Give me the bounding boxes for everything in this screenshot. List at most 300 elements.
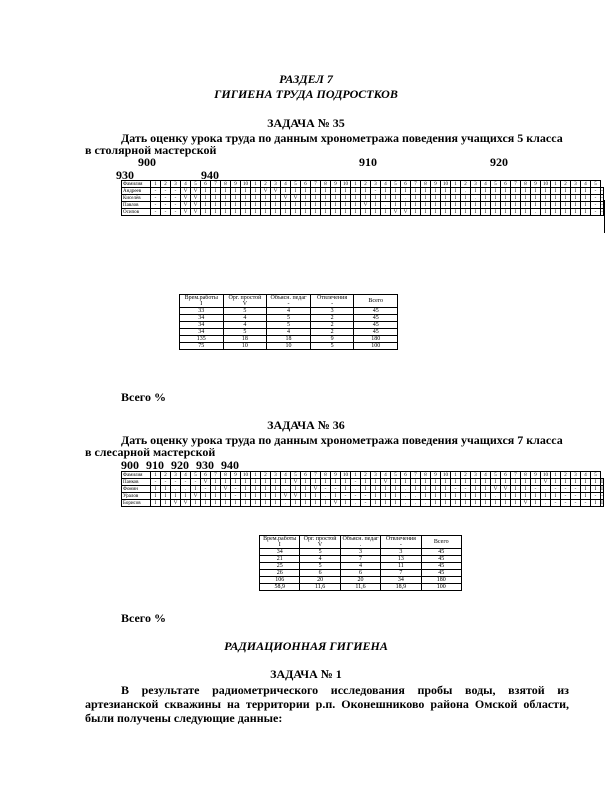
activity-cell: I: [331, 202, 341, 209]
activity-cell: I: [301, 202, 311, 209]
activity-cell: V: [541, 479, 551, 486]
summary-cell: 7: [340, 556, 380, 563]
activity-cell: -: [161, 209, 171, 216]
minute-header-cell: 2: [261, 472, 271, 479]
summary-cell: 18: [223, 336, 267, 343]
summary-row: [180, 336, 398, 343]
student-name: Осипов: [122, 209, 151, 216]
activity-cell: I: [371, 202, 381, 209]
summary-header-cell: Отвлечения -: [310, 295, 354, 308]
summary-cell: 58,9: [260, 584, 300, 591]
activity-cell: I: [241, 479, 251, 486]
student-name: Панков: [122, 479, 151, 486]
activity-cell: -: [561, 493, 571, 500]
activity-cell: -: [591, 202, 601, 209]
activity-cell: I: [461, 195, 471, 202]
task-35-time-930: 930: [116, 168, 134, 182]
activity-cell: I: [581, 493, 591, 500]
activity-cell: V: [191, 195, 201, 202]
activity-cell: V: [291, 493, 301, 500]
activity-cell: -: [191, 479, 201, 486]
activity-cell: I: [211, 500, 221, 507]
minute-header-cell: 1: [551, 181, 561, 188]
activity-cell: .: [401, 500, 411, 507]
summary-cell: 2: [310, 329, 354, 336]
summary-cell: 34: [180, 322, 224, 329]
activity-cell: -: [571, 486, 581, 493]
minute-header-cell: 5: [191, 181, 201, 188]
activity-cell: .: [421, 500, 431, 507]
activity-cell: I: [521, 188, 531, 195]
activity-cell: I: [261, 209, 271, 216]
activity-cell: I: [441, 202, 451, 209]
summary-cell: 45: [354, 315, 398, 322]
summary-cell: 100: [354, 343, 398, 350]
activity-cell: V: [501, 486, 511, 493]
activity-cell: I: [381, 209, 391, 216]
minute-header-cell: 9: [431, 472, 441, 479]
minute-header-cell: 8: [521, 181, 531, 188]
activity-cell: I: [261, 202, 271, 209]
activity-cell: -: [561, 486, 571, 493]
activity-cell: I: [231, 209, 241, 216]
activity-cell: I: [221, 500, 231, 507]
activity-cell: I: [511, 209, 521, 216]
activity-cell: I: [441, 209, 451, 216]
activity-cell: I: [261, 486, 271, 493]
activity-cell: I: [581, 479, 591, 486]
activity-cell: I: [581, 188, 591, 195]
activity-cell: I: [431, 209, 441, 216]
activity-cell: I: [371, 493, 381, 500]
summary-cell: 5: [223, 329, 267, 336]
minute-header-cell: 8: [321, 181, 331, 188]
activity-cell: I: [561, 209, 571, 216]
activity-cell: I: [601, 486, 603, 492]
summary-cell: 6: [300, 570, 340, 577]
activity-cell: I: [251, 500, 261, 507]
activity-cell: I: [201, 195, 211, 202]
activity-cell: I: [331, 195, 341, 202]
activity-cell: I: [491, 500, 501, 507]
summary-cell: 45: [421, 549, 461, 556]
minute-header-cell: 9: [531, 181, 541, 188]
task-36-title: ЗАДАЧА № 36: [267, 418, 345, 432]
activity-cell: I: [531, 500, 541, 507]
activity-cell: I: [531, 493, 541, 500]
minute-header-cell: 9: [331, 472, 341, 479]
summary-cell: 75: [180, 343, 224, 350]
activity-cell: I: [391, 479, 401, 486]
activity-cell: V: [191, 209, 201, 216]
activity-cell: I: [501, 479, 511, 486]
activity-cell: -: [151, 188, 161, 195]
activity-cell: I: [441, 195, 451, 202]
activity-cell: I: [191, 486, 201, 493]
task-35-summary-table: [179, 294, 398, 350]
activity-cell: I: [251, 479, 261, 486]
activity-cell: I: [211, 188, 221, 195]
minute-header-cell: 8: [521, 472, 531, 479]
activity-cell: I: [341, 486, 351, 493]
activity-cell: .: [411, 493, 421, 500]
activity-cell: -: [151, 202, 161, 209]
activity-cell: I: [351, 209, 361, 216]
activity-cell: I: [371, 209, 381, 216]
summary-cell: 9: [310, 336, 354, 343]
activity-cell: I: [411, 202, 421, 209]
activity-cell: .: [351, 486, 361, 493]
minute-header-cell: 6: [301, 181, 311, 188]
summary-header-cell: Объясн. педаг .: [340, 536, 380, 549]
activity-cell: I: [541, 195, 551, 202]
activity-cell: I: [421, 486, 431, 493]
activity-cell: .: [401, 486, 411, 493]
minute-header-cell: 3: [371, 472, 381, 479]
activity-cell: I: [491, 188, 501, 195]
activity-cell: I: [271, 479, 281, 486]
activity-cell: I: [441, 188, 451, 195]
summary-row: [260, 584, 462, 591]
chronometry-row: [122, 195, 604, 202]
activity-cell: -: [601, 188, 603, 194]
activity-cell: I: [451, 188, 461, 195]
activity-cell: I: [361, 195, 371, 202]
activity-cell: I: [241, 195, 251, 202]
summary-header-row: [180, 295, 398, 308]
activity-cell: I: [461, 500, 471, 507]
minute-header-cell: 6: [501, 181, 511, 188]
activity-cell: I: [311, 493, 321, 500]
task-35-time-940: 940: [201, 168, 219, 182]
activity-cell: I: [371, 479, 381, 486]
section-title: РАЗДЕЛ 7: [279, 72, 333, 86]
minute-header-cell: 2: [361, 472, 371, 479]
minute-header-cell: 1: [251, 472, 261, 479]
chronometry-header-row: [122, 181, 604, 188]
activity-cell: I: [541, 188, 551, 195]
activity-cell: I: [241, 500, 251, 507]
activity-cell: I: [201, 493, 211, 500]
activity-cell: I: [251, 209, 261, 216]
activity-cell: I: [551, 479, 561, 486]
minute-header-cell: 2: [261, 181, 271, 188]
activity-cell: I: [261, 493, 271, 500]
activity-cell: V: [171, 500, 181, 507]
summary-cell: 10: [223, 343, 267, 350]
activity-cell: I: [581, 202, 591, 209]
activity-cell: I: [241, 209, 251, 216]
activity-cell: I: [531, 195, 541, 202]
activity-cell: I: [511, 195, 521, 202]
minute-header-cell: 2: [161, 472, 171, 479]
activity-cell: I: [241, 486, 251, 493]
activity-cell: -: [151, 209, 161, 216]
activity-cell: -: [181, 479, 191, 486]
minute-header-cell: 1: [151, 181, 161, 188]
minute-header-cell: 7: [411, 472, 421, 479]
minute-header-cell: 2: [361, 181, 371, 188]
activity-cell: I: [191, 500, 201, 507]
minute-header-cell: 2: [461, 181, 471, 188]
minute-header-cell: 1: [451, 472, 461, 479]
summary-cell: 4: [300, 556, 340, 563]
minute-header-cell: 5: [591, 472, 601, 479]
activity-cell: -: [171, 209, 181, 216]
activity-cell: I: [201, 188, 211, 195]
activity-cell: I: [521, 479, 531, 486]
activity-cell: I: [371, 486, 381, 493]
activity-cell: I: [561, 479, 571, 486]
summary-header-cell: Врем.работы I: [180, 295, 224, 308]
activity-cell: I: [551, 209, 561, 216]
activity-cell: I: [201, 202, 211, 209]
activity-cell: I: [331, 209, 341, 216]
summary-cell: 11: [381, 563, 421, 570]
activity-cell: I: [571, 209, 581, 216]
activity-cell: -: [601, 493, 603, 499]
minute-header-cell: 1: [251, 181, 261, 188]
activity-cell: I: [501, 500, 511, 507]
summary-cell: 21: [260, 556, 300, 563]
summary-cell: 180: [421, 577, 461, 584]
activity-cell: I: [301, 493, 311, 500]
activity-cell: I: [161, 500, 171, 507]
minute-header-cell: 4: [581, 472, 591, 479]
activity-cell: I: [291, 500, 301, 507]
activity-cell: I: [271, 500, 281, 507]
activity-cell: I: [201, 500, 211, 507]
section-subtitle: ГИГИЕНА ТРУДА ПОДРОСТКОВ: [214, 87, 398, 101]
minute-header-cell: 8: [221, 181, 231, 188]
activity-cell: -: [351, 493, 361, 500]
activity-cell: I: [391, 195, 401, 202]
activity-cell: -: [151, 479, 161, 486]
student-name: Борисов: [122, 500, 151, 507]
activity-cell: .: [401, 493, 411, 500]
activity-cell: -: [171, 202, 181, 209]
activity-cell: I: [151, 493, 161, 500]
activity-cell: I: [341, 188, 351, 195]
activity-cell: -: [361, 493, 371, 500]
activity-cell: V: [261, 188, 271, 195]
task-35-time-920: 920: [490, 155, 508, 169]
minute-header-cell: 3: [271, 472, 281, 479]
summary-cell: 135: [180, 336, 224, 343]
task-36-text-line1: Дать оценку урока труда по данным хронометража поведения учащихся 7 класса: [121, 433, 563, 447]
activity-cell: I: [541, 209, 551, 216]
activity-cell: I: [381, 493, 391, 500]
activity-cell: I: [471, 486, 481, 493]
minute-header-cell: 10: [441, 181, 451, 188]
activity-cell: I: [371, 195, 381, 202]
activity-cell: -: [591, 493, 601, 500]
activity-cell: V: [391, 209, 401, 216]
activity-cell: I: [521, 486, 531, 493]
summary-header-cell: Отвлечения -: [381, 536, 421, 549]
activity-cell: I: [601, 479, 603, 485]
activity-cell: I: [231, 202, 241, 209]
summary-row: [260, 577, 462, 584]
activity-cell: V: [191, 493, 201, 500]
activity-cell: I: [161, 493, 171, 500]
activity-cell: I: [291, 188, 301, 195]
summary-cell: 34: [180, 315, 224, 322]
activity-cell: I: [551, 188, 561, 195]
activity-cell: -: [581, 500, 591, 507]
column-header-name: Фамилия: [122, 472, 151, 479]
activity-cell: V: [281, 493, 291, 500]
activity-cell: -: [161, 202, 171, 209]
activity-cell: -: [171, 479, 181, 486]
activity-cell: I: [361, 486, 371, 493]
activity-cell: I: [341, 209, 351, 216]
minute-header-cell: 9: [431, 181, 441, 188]
minute-header-cell: 5: [291, 472, 301, 479]
summary-cell: 45: [421, 556, 461, 563]
activity-cell: I: [231, 188, 241, 195]
activity-cell: I: [571, 188, 581, 195]
activity-cell: I: [501, 195, 511, 202]
activity-cell: I: [431, 493, 441, 500]
activity-cell: I: [471, 188, 481, 195]
activity-cell: I: [311, 500, 321, 507]
task-36-total-label: Всего %: [121, 611, 166, 625]
activity-cell: I: [321, 188, 331, 195]
task-36-chronometry-table: [121, 471, 604, 507]
activity-cell: I: [471, 202, 481, 209]
activity-cell: I: [421, 209, 431, 216]
summary-row: [260, 549, 462, 556]
activity-cell: .: [461, 188, 471, 195]
chronometry-row: [122, 486, 604, 493]
activity-cell: -: [351, 479, 361, 486]
activity-cell: -: [601, 202, 603, 208]
activity-cell: V: [361, 202, 371, 209]
minute-header-cell: 9: [531, 472, 541, 479]
activity-cell: -: [561, 500, 571, 507]
minute-header-cell: 4: [381, 181, 391, 188]
activity-cell: I: [421, 195, 431, 202]
activity-cell: I: [481, 188, 491, 195]
summary-cell: 34: [381, 577, 421, 584]
minute-header-cell: 3: [371, 181, 381, 188]
activity-cell: I: [461, 202, 471, 209]
minute-header-cell: 6: [401, 472, 411, 479]
activity-cell: I: [531, 479, 541, 486]
activity-cell: I: [451, 479, 461, 486]
minute-header-cell: 4: [381, 472, 391, 479]
activity-cell: I: [281, 202, 291, 209]
minute-header-cell: 4: [181, 181, 191, 188]
summary-cell: 13: [381, 556, 421, 563]
student-name: Андреев: [122, 188, 151, 195]
activity-cell: I: [571, 479, 581, 486]
activity-cell: V: [181, 500, 191, 507]
activity-cell: .: [471, 195, 481, 202]
activity-cell: V: [521, 500, 531, 507]
activity-cell: I: [601, 500, 603, 506]
activity-cell: I: [391, 202, 401, 209]
minute-header-cell: 3: [471, 472, 481, 479]
activity-cell: I: [341, 195, 351, 202]
activity-cell: -: [531, 486, 541, 493]
summary-cell: 2: [310, 315, 354, 322]
activity-cell: I: [551, 195, 561, 202]
activity-cell: I: [381, 486, 391, 493]
activity-cell: .: [171, 486, 181, 493]
activity-cell: I: [451, 195, 461, 202]
minute-header-cell: 10: [341, 472, 351, 479]
activity-cell: I: [411, 479, 421, 486]
summary-header-cell: Всего: [421, 536, 461, 549]
minute-header-cell: 1: [151, 472, 161, 479]
minute-header-cell: 1: [351, 181, 361, 188]
activity-cell: V: [201, 479, 211, 486]
activity-cell: I: [341, 479, 351, 486]
activity-cell: -: [151, 195, 161, 202]
activity-cell: -: [161, 188, 171, 195]
minute-header-cell: 4: [281, 181, 291, 188]
minute-header-cell: 4: [581, 181, 591, 188]
activity-cell: I: [361, 479, 371, 486]
activity-cell: I: [261, 195, 271, 202]
minute-header-cell: 6: [501, 472, 511, 479]
activity-cell: I: [411, 188, 421, 195]
activity-cell: I: [151, 500, 161, 507]
minute-header-cell: 6: [201, 181, 211, 188]
minute-header-cell: 2: [461, 472, 471, 479]
activity-cell: .: [541, 500, 551, 507]
activity-cell: I: [431, 202, 441, 209]
minute-header-cell: 9: [231, 472, 241, 479]
activity-cell: -: [551, 500, 561, 507]
activity-cell: I: [591, 486, 601, 493]
activity-cell: I: [321, 209, 331, 216]
summary-header-row: [260, 536, 462, 549]
activity-cell: I: [581, 486, 591, 493]
activity-cell: I: [561, 202, 571, 209]
activity-cell: -: [171, 195, 181, 202]
minute-header-cell: 5: [391, 472, 401, 479]
activity-cell: I: [261, 500, 271, 507]
summary-cell: 3: [381, 549, 421, 556]
radiation-task-title: ЗАДАЧА № 1: [270, 667, 342, 681]
summary-cell: 4: [223, 322, 267, 329]
activity-cell: I: [271, 195, 281, 202]
activity-cell: -: [461, 486, 471, 493]
activity-cell: I: [461, 493, 471, 500]
activity-cell: I: [201, 209, 211, 216]
activity-cell: I: [291, 486, 301, 493]
activity-cell: I: [281, 188, 291, 195]
activity-cell: -: [601, 195, 603, 201]
activity-cell: V: [181, 209, 191, 216]
summary-header-cell: Объясн. педаг -: [267, 295, 311, 308]
summary-row: [180, 322, 398, 329]
activity-cell: I: [551, 493, 561, 500]
minute-header-cell: 10: [241, 472, 251, 479]
activity-cell: I: [491, 195, 501, 202]
summary-row: [260, 556, 462, 563]
activity-cell: I: [481, 493, 491, 500]
minute-header-cell: 4: [481, 472, 491, 479]
minute-header-cell: 1: [451, 181, 461, 188]
activity-cell: V: [181, 188, 191, 195]
summary-cell: 3: [340, 549, 380, 556]
minute-header-cell: 5: [591, 181, 601, 188]
activity-cell: I: [391, 188, 401, 195]
